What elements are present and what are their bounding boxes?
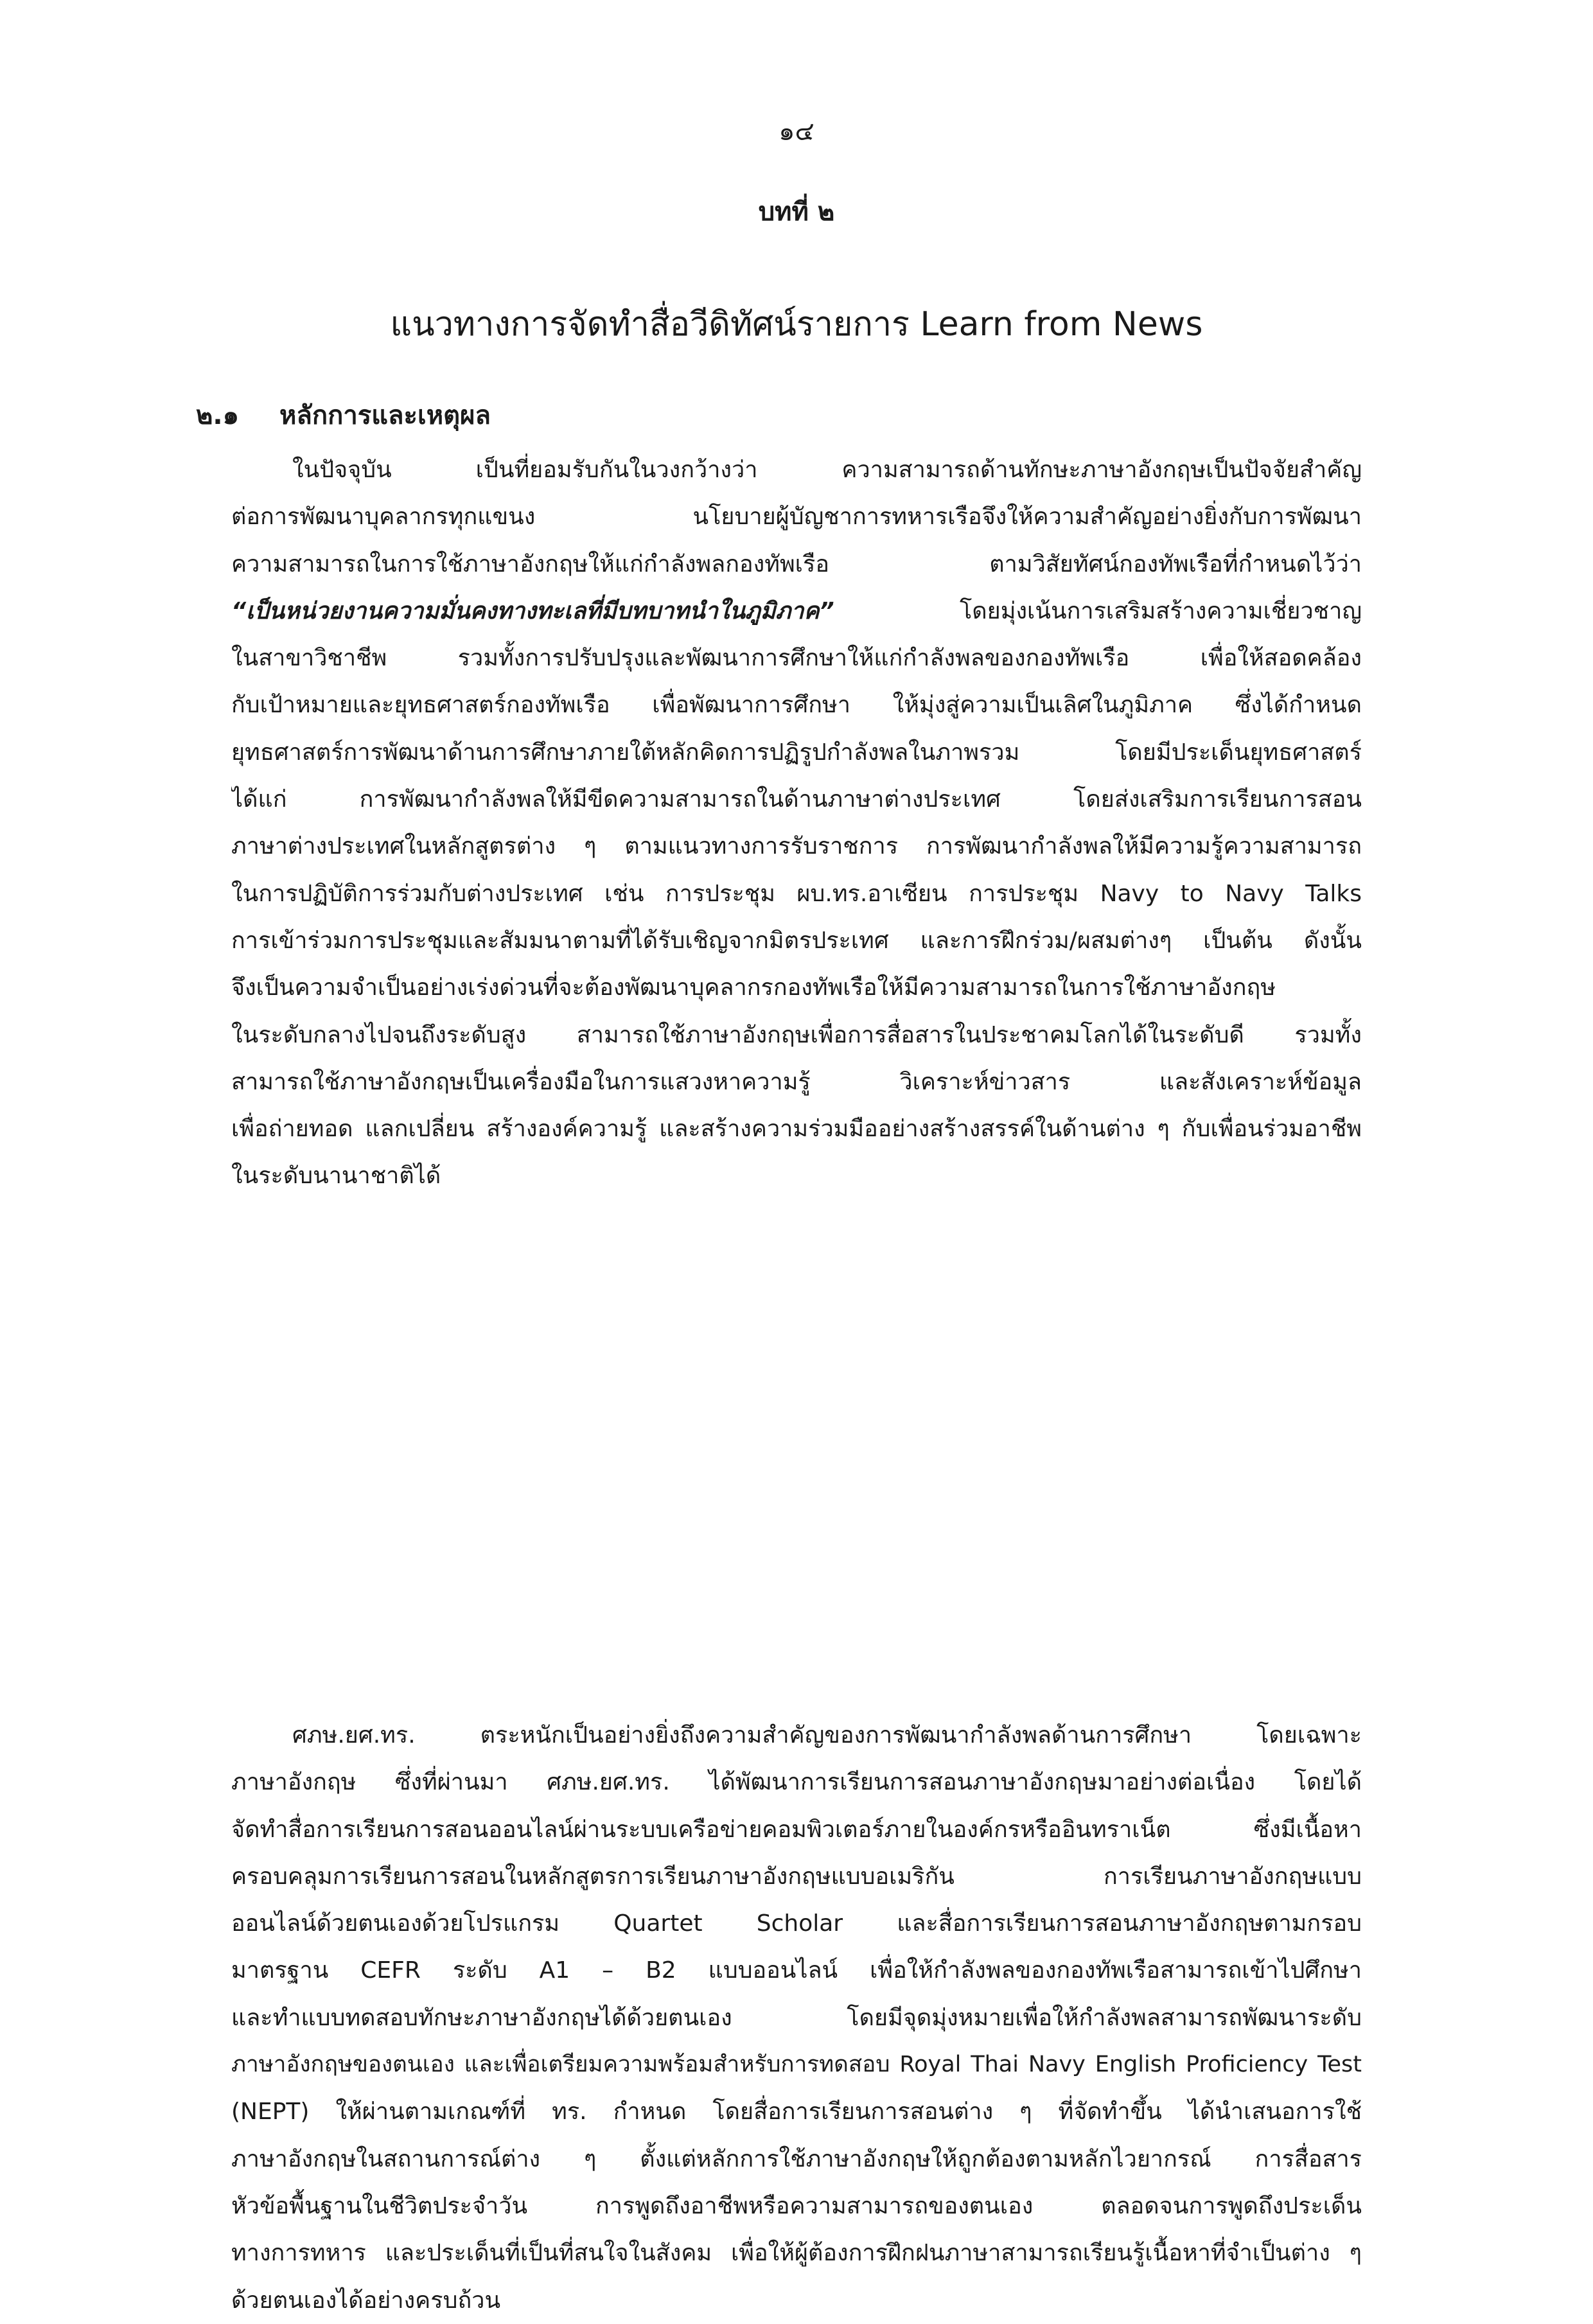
- section-title: หลักการและเหตุผล: [279, 401, 491, 430]
- page-number: ๑๔: [779, 117, 814, 146]
- paragraph-line: ความสามารถในการใช้ภาษาอังกฤษให้แก่กำลังพลกองทัพเรือ ตามวิสัยทัศน์กองทัพเรือที่กำหนดไว้ว่า: [231, 550, 1362, 577]
- paragraph-line: ออนไลน์ด้วยตนเองด้วยโปรแกรม Quartet Scholar และสื่อการเรียนการสอนภาษาอังกฤษตามกรอบ: [231, 1910, 1362, 1937]
- paragraph-line: ในระดับกลางไปจนถึงระดับสูง สามารถใช้ภาษาอังกฤษเพื่อการสื่อสารในประชาคมโลกได้ในระดับดี รวมทั้ง: [231, 1021, 1362, 1048]
- section-number: ๒.๑: [196, 401, 239, 430]
- section-heading: [196, 393, 491, 438]
- paragraph-line: มาตรฐาน CEFR ระดับ A1 – B2 แบบออนไลน์ เพื่อให้กำลังพลของกองทัพเรือสามารถเข้าไปศึกษา: [231, 1957, 1362, 1984]
- paragraph-line: ภาษาอังกฤษ ซึ่งที่ผ่านมา ศภษ.ยศ.ทร. ได้พัฒนาการเรียนการสอนภาษาอังกฤษมาอย่างต่อเนื่อง โดยได้: [231, 1769, 1362, 1796]
- navy-vision-quote: “เป็นหน่วยงานความมั่นคงทางทะเลที่มีบทบาทนำในภูมิภาค”: [231, 597, 834, 624]
- paragraph-line: ภาษาต่างประเทศในหลักสูตรต่าง ๆ ตามแนวทางการรับราชการ การพัฒนากำลังพลให้มีความรู้ความสามารถ: [231, 833, 1362, 860]
- paragraph-line: (NEPT) ให้ผ่านตามเกณฑ์ที่ ทร. กำหนด โดยสื่อการเรียนการสอนต่าง ๆ ที่จัดทำขึ้น ได้นำเสนอการใช้: [231, 2099, 1362, 2126]
- paragraph-line: การเข้าร่วมการประชุมและสัมมนาตามที่ได้รับเชิญจากมิตรประเทศ และการฝึกร่วม/ผสมต่างๆ เป็นต้น ดังนั้น: [231, 927, 1362, 954]
- paragraph-line: ได้แก่ การพัฒนากำลังพลให้มีขีดความสามารถในด้านภาษาต่างประเทศ โดยส่งเสริมการเรียนการสอน: [231, 786, 1362, 813]
- paragraph-line: ในปัจจุบัน เป็นที่ยอมรับกันในวงกว้างว่า ความสามารถด้านทักษะภาษาอังกฤษเป็นปัจจัยสำคัญ: [292, 457, 1362, 483]
- paragraph-line: ภาษาอังกฤษของตนเอง และเพื่อเตรียมความพร้อมสำหรับการทดสอบ Royal Thai Navy English Proficiency Test: [231, 2052, 1362, 2078]
- paragraph-line: กับเป้าหมายและยุทธศาสตร์กองทัพเรือ เพื่อพัฒนาการศึกษา ให้มุ่งสู่ความเป็นเลิศในภูมิภาค ซึ่งได้กำหนด: [231, 692, 1362, 719]
- paragraph-rationale-2: [231, 1712, 1362, 2324]
- paragraph-line: ในระดับนานาชาติได้: [231, 1163, 441, 1190]
- paragraph-line-rest: โดยมุ่งเน้นการเสริมสร้างความเชี่ยวชาญ: [834, 597, 1362, 624]
- paragraph-line: หัวข้อพื้นฐานในชีวิตประจำวัน การพูดถึงอาชีพหรือความสามารถของตนเอง ตลอดจนการพูดถึงประเด็น: [231, 2192, 1362, 2219]
- paragraph-line: ครอบคลุมการเรียนการสอนในหลักสูตรการเรียนภาษาอังกฤษแบบอเมริกัน การเรียนภาษาอังกฤษแบบ: [231, 1863, 1362, 1890]
- paragraph-rationale-1: [231, 446, 1362, 1200]
- paragraph-line: ในการปฏิบัติการร่วมกับต่างประเทศ เช่น การประชุม ผบ.ทร.อาเซียน การประชุม Navy to Navy Talks: [231, 880, 1362, 907]
- paragraph-line: ด้วยตนเองได้อย่างครบถ้วน: [231, 2287, 501, 2314]
- chapter-label: บทที่ ๒: [758, 197, 835, 227]
- paragraph-line: สามารถใช้ภาษาอังกฤษเป็นเครื่องมือในการแสวงหาความรู้ วิเคราะห์ข่าวสาร และสังเคราะห์ข้อมูล: [231, 1068, 1362, 1095]
- paragraph-line: ยุทธศาสตร์การพัฒนาด้านการศึกษาภายใต้หลักคิดการปฏิรูปกำลังพลในภาพรวม โดยมีประเด็นยุทธศาสตร์: [231, 739, 1362, 766]
- paragraph-line: ภาษาอังกฤษในสถานการณ์ต่าง ๆ ตั้งแต่หลักการใช้ภาษาอังกฤษให้ถูกต้องตามหลักไวยากรณ์ การสื่อสาร: [231, 2145, 1362, 2172]
- paragraph-line: ในสาขาวิชาชีพ รวมทั้งการปรับปรุงและพัฒนาการศึกษาให้แก่กำลังพลของกองทัพเรือ เพื่อให้สอดคล้อง: [231, 645, 1362, 672]
- paragraph-line: จึงเป็นความจำเป็นอย่างเร่งด่วนที่จะต้องพัฒนาบุคลากรกองทัพเรือให้มีความสามารถในการใช้ภาษาอังกฤษ: [231, 974, 1276, 1001]
- paragraph-line: ต่อการพัฒนาบุคลากรทุกแขนง นโยบายผู้บัญชาการทหารเรือจึงให้ความสำคัญอย่างยิ่งกับการพัฒนา: [231, 504, 1362, 531]
- paragraph-line: เพื่อถ่ายทอด แลกเปลี่ยน สร้างองค์ความรู้ และสร้างความร่วมมืออย่างสร้างสรรค์ในด้านต่าง ๆ กับเพื่อนร่วมอาชีพ: [231, 1116, 1362, 1143]
- paragraph-line: ศภษ.ยศ.ทร. ตระหนักเป็นอย่างยิ่งถึงความสำคัญของการพัฒนากำลังพลด้านการศึกษา โดยเฉพาะ: [292, 1722, 1362, 1748]
- document-title: แนวทางการจัดทำสื่อวีดิทัศน์รายการ Learn from News: [390, 305, 1203, 344]
- paragraph-line: และทำแบบทดสอบทักษะภาษาอังกฤษได้ด้วยตนเอง โดยมีจุดมุ่งหมายเพื่อให้กำลังพลสามารถพัฒนาระดับ: [231, 2004, 1362, 2031]
- paragraph-line: จัดทำสื่อการเรียนการสอนออนไลน์ผ่านระบบเครือข่ายคอมพิวเตอร์ภายในองค์กรหรืออินทราเน็ต ซึ่งมีเนื้อหา: [231, 1816, 1362, 1843]
- paragraph-line: ทางการทหาร และประเด็นที่เป็นที่สนใจในสังคม เพื่อให้ผู้ต้องการฝึกฝนภาษาสามารถเรียนรู้เนื้อหาที่จำเป็นต่าง ๆ: [231, 2240, 1362, 2267]
- paragraph-line: [231, 588, 1362, 635]
